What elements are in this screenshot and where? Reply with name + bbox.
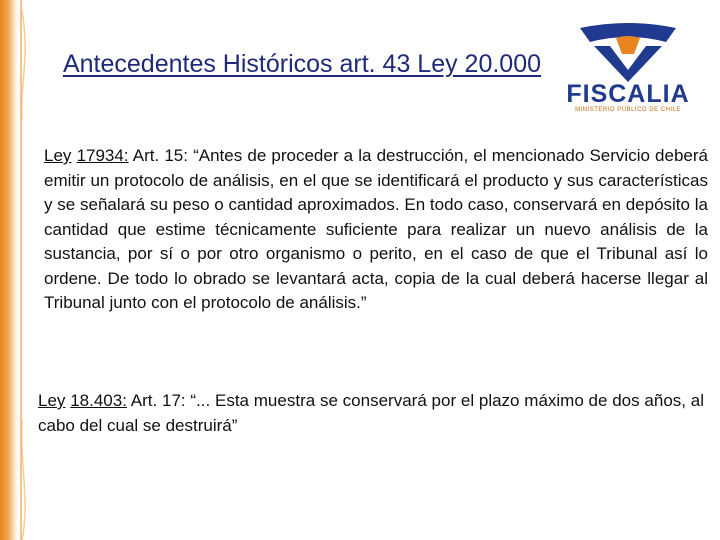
page-title: Antecedentes Históricos art. 43 Ley 20.000	[62, 50, 542, 78]
fiscalia-emblem-icon	[548, 20, 708, 82]
law-text: Art. 15: “Antes de proceder a la destrucción, el mencionado Servicio deberá emitir un protocolo de análisis, en el que se identificará el producto y sus características y se señalará su peso o cantidad aproximados. En todo caso, conservará en depósito la cantidad que estime técnicamente suficiente para realizar un nuevo análisis de la sustancia, por sí o por otro organismo o perito, en el caso de que el Tribunal así lo ordene. De todo lo obrado se levantará acta, copia de la cual deberá hacerse llegar al Tribunal junto con el protocolo de análisis.”	[44, 146, 708, 312]
law-number: 18.403:	[70, 391, 127, 410]
law-paragraph-17934	[44, 144, 708, 316]
logo-subtitle: MINISTERIO PÚBLICO DE CHILE	[575, 107, 681, 113]
law-text: Art. 17: “... Esta muestra se conservará por el plazo máximo de dos años, al cabo del cual se destruirá”	[38, 391, 704, 435]
logo-wordmark: FISCALIA	[566, 80, 690, 108]
law-word: Ley	[44, 146, 72, 165]
law-word: Ley	[38, 391, 66, 410]
law-paragraph-18403	[38, 389, 704, 438]
orange-side-bar	[0, 0, 18, 540]
fiscalia-logo	[548, 20, 708, 120]
law-number: 17934:	[76, 146, 129, 165]
